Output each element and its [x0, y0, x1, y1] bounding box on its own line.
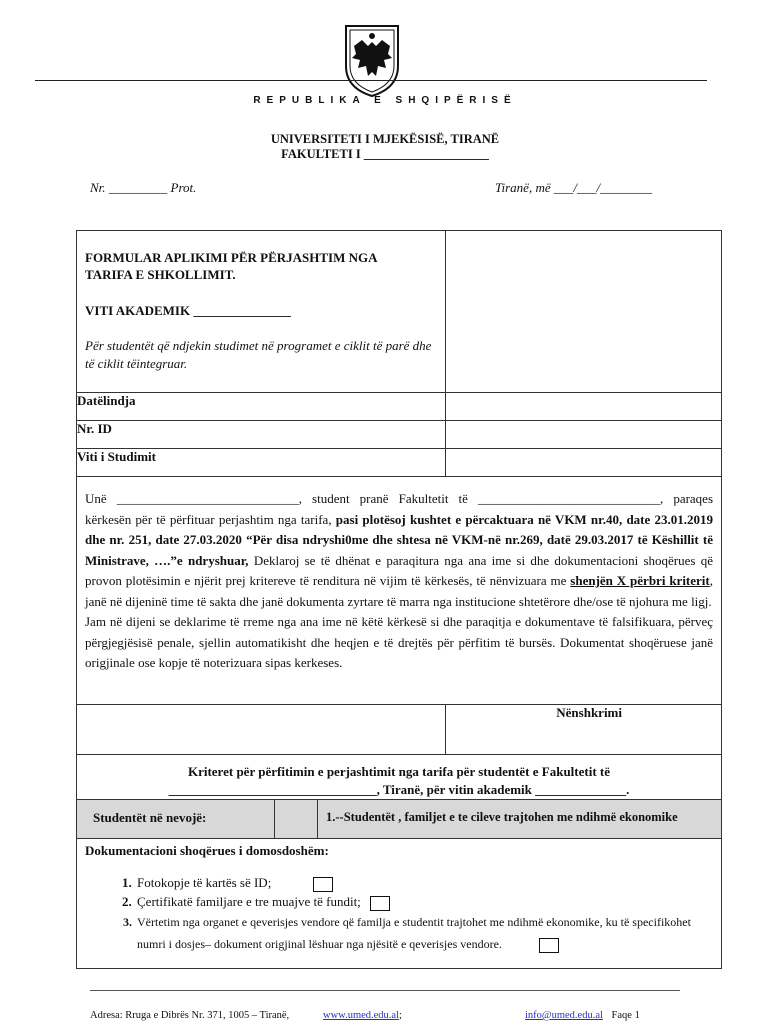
- form-title-line2: TARIFA E SHKOLLIMIT.: [85, 267, 236, 282]
- footer-email-page: [525, 1010, 640, 1021]
- required-docs-title: Dokumentacioni shoqërues i domosdoshëm:: [85, 843, 329, 858]
- id-field[interactable]: [446, 421, 722, 449]
- criterion-economic-aid: 1.--Studentët , familjet e te cileve trajtohen me ndihmë ekonomike: [318, 800, 722, 838]
- criteria-mark-cell[interactable]: [275, 800, 318, 838]
- declaration-p4: Jam në dijeni se deklarime të rreme nga ana ime në këtë kërkesë si dhe paraqitja e dokumentave të falsifikuara, përveç përgjegjësisë penale, sjellin automatikisht dhe heqjen e të drejtës për përfitim të bursës. Dokumentat shoqëruese janë origjinale ose kopje të noterizuara sipas kerkeses.: [85, 614, 713, 670]
- application-form: [76, 230, 722, 969]
- footer-website: [323, 1010, 402, 1021]
- academic-year-field[interactable]: VITI AKADEMIK _______________: [85, 303, 291, 318]
- page-number: Faqe 1: [611, 1010, 640, 1021]
- doc-item-aid-certificate: [135, 911, 713, 955]
- doc-id-checkbox[interactable]: [313, 877, 333, 892]
- needy-students-label: Studentët në nevojë:: [77, 800, 275, 838]
- id-label: Nr. ID: [77, 421, 446, 449]
- doc-item-family-cert-text: Çertifikatë familjare e tre muajve të fundit;: [137, 894, 361, 909]
- doc-family-cert-checkbox[interactable]: [370, 896, 390, 911]
- declaration-p2: Deklaroj se të dhënat e paraqitura nga ana ime si dhe dokumentacioni shoqërues që provon plotësimin e njërit prej kritereve të renditura në vijim të kërkesës, të nënvizuara me: [85, 552, 713, 588]
- declaration-p1: paraqes kërkesën për të përfituar perjashtim nga tarifa,: [85, 491, 714, 527]
- criteria-line1: Kriteret për përfitimin e perjashtimit nga tarifa për studentët e Fakultetit të: [187, 764, 611, 779]
- declaration-mark-instruction: shenjën X përbri kriterit: [570, 573, 710, 588]
- doc-item-family-cert: [135, 892, 713, 911]
- university-name: UNIVERSITETI I MJEKËSISË, TIRANË: [270, 132, 500, 146]
- doc-item-aid-certificate-text: Vërtetim nga organet e qeverisjes vendore që familja e studentit trajtohet me ndihmë ekonomike, ku të specifikohet numri i dosjes– dokument origjinal lëshuar nga njësitë e qeverisjes vendore.: [137, 915, 691, 951]
- declaration-p3: , janë në dijeninë time të sakta dhe janë dokumenta zyrtare të marra nga institucione shtetërore dhe/ose të njohura me ligj.: [85, 573, 713, 609]
- required-docs-cell: [77, 839, 722, 969]
- study-year-label: Viti i Studimit: [77, 449, 446, 477]
- albanian-eagle-emblem: [340, 22, 404, 98]
- declaration-text: [77, 477, 721, 676]
- declaration-cell: [77, 477, 722, 705]
- eligibility-note: Për studentët që ndjekin studimet në programet e ciklit të parë dhe të ciklit tëintegruar.: [85, 338, 432, 371]
- study-year-field[interactable]: [446, 449, 722, 477]
- criteria-heading: [77, 755, 722, 800]
- photo-cell[interactable]: [446, 231, 722, 393]
- form-title-cell: [77, 231, 446, 393]
- declaration-legal-basis: pasi plotësoj kushtet e përcaktuara në VKM nr.40, date 23.01.2019 dhe nr. 251, date 27.03.2020 “Për disa ndryshi0me dhe shtesa në VKM-në nr.269, datë 29.03.2017 të Këshillit të Ministrave, ….”e ndryshuar,: [85, 511, 713, 568]
- criteria-category-row: [77, 800, 722, 839]
- doc-item-id: [135, 873, 713, 892]
- website-link[interactable]: www.umed.edu.al: [323, 1010, 400, 1021]
- faculty-line: FAKULTETI I ____________________: [281, 147, 489, 161]
- form-title-line1: FORMULAR APLIKIMI PËR PËRJASHTIM NGA: [85, 250, 378, 265]
- email-link[interactable]: info@umed.edu.al: [525, 1010, 603, 1021]
- footer-address: Adresa: Rruga e Dibrës Nr. 371, 1005 – Tiranë,: [90, 1010, 290, 1021]
- footer-separator: ;: [399, 1010, 402, 1021]
- city-date[interactable]: Tiranë, më ___/___/________: [495, 180, 653, 195]
- republic-title: REPUBLIKA E SHQIPËRISË: [253, 95, 517, 106]
- birthdate-field[interactable]: [446, 393, 722, 421]
- birthdate-label: Datëlindja: [77, 393, 446, 421]
- declaration-name-line[interactable]: Unë ____________________________, student pranë Fakultetit të ____________________________,: [85, 491, 664, 506]
- footer-rule: [90, 990, 680, 991]
- required-docs-list: [85, 873, 713, 955]
- institution-heading: [0, 132, 770, 162]
- doc-aid-certificate-checkbox[interactable]: [539, 938, 559, 953]
- criteria-line2[interactable]: ________________________________, Tiranë, për vitin akademik ______________.: [168, 782, 630, 797]
- header-rule: [35, 80, 707, 81]
- signature-label[interactable]: Nënshkrimi: [446, 705, 722, 755]
- doc-item-id-text: Fotokopje të kartës së ID;: [137, 875, 272, 890]
- protocol-number[interactable]: Nr. _________ Prot.: [90, 180, 197, 195]
- signature-spacer: [77, 705, 446, 755]
- form-title: [85, 249, 437, 283]
